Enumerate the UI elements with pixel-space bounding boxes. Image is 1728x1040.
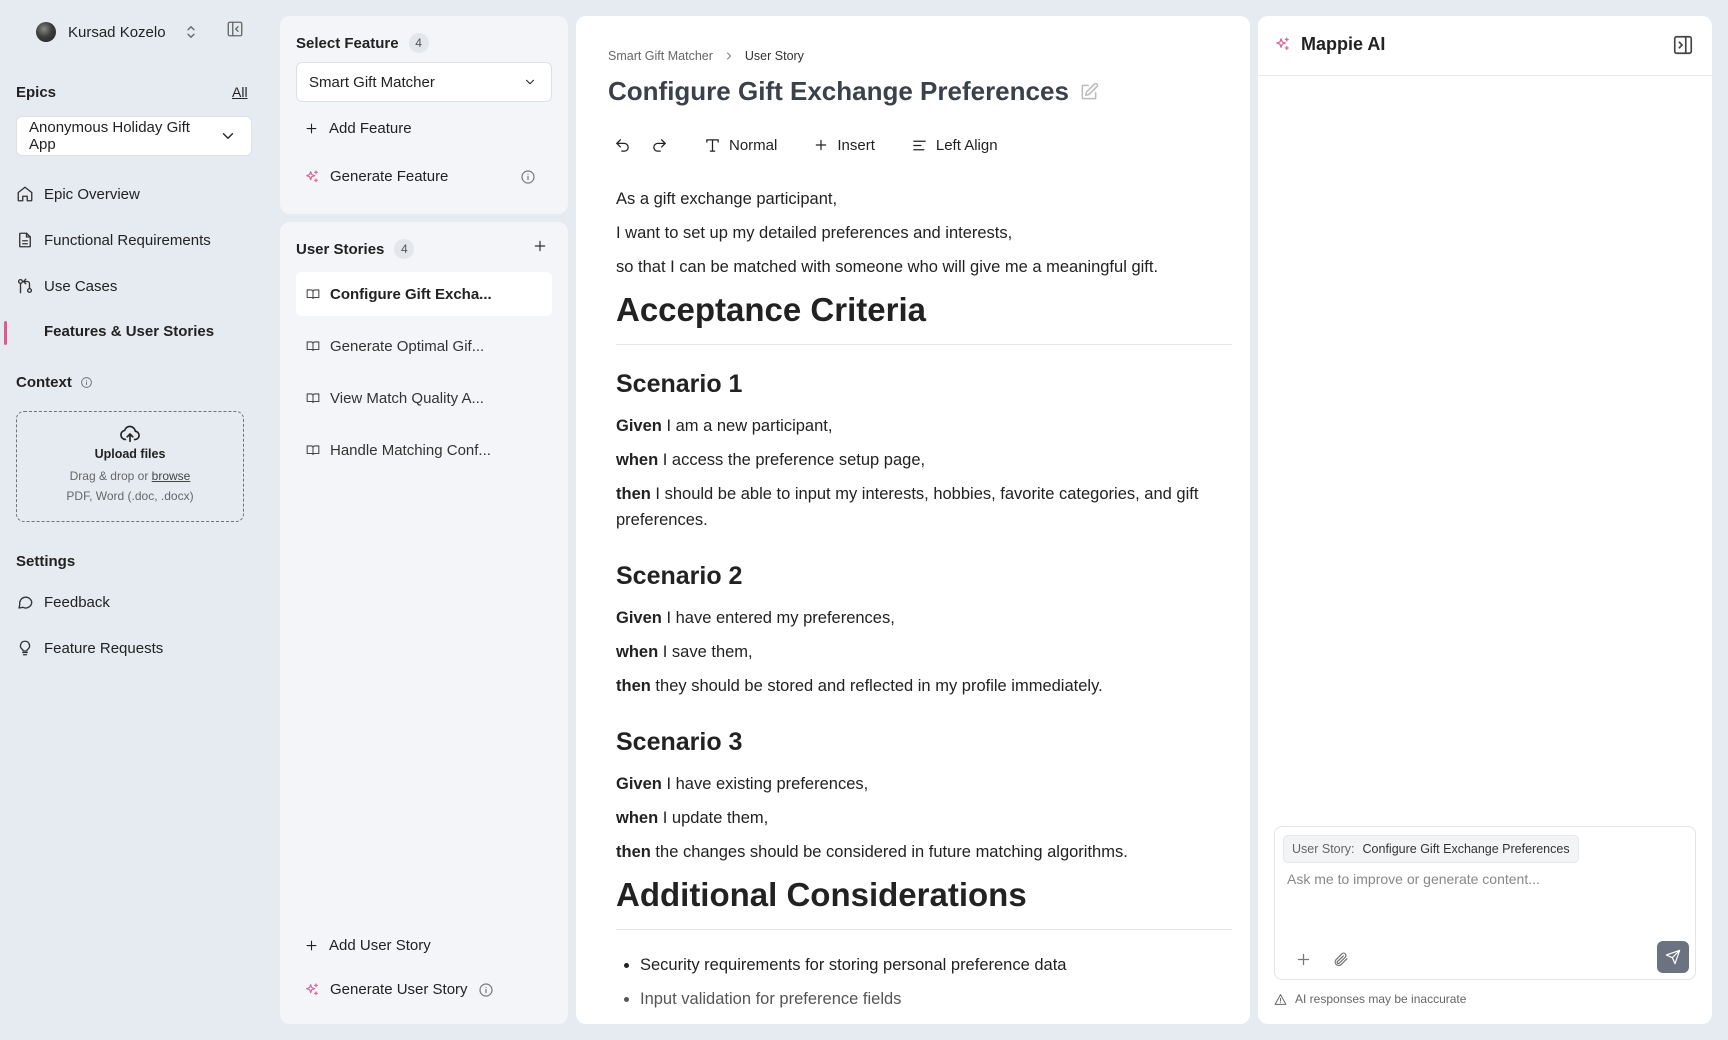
home-icon [16, 185, 34, 203]
given-line [616, 771, 1232, 797]
list-item: • Security requirements for storing personal preference data [640, 948, 1232, 982]
generate-user-story-button[interactable] [304, 981, 494, 998]
nav-features-user-stories[interactable] [44, 323, 214, 340]
epic-select-value: Anonymous Holiday Gift App [29, 119, 190, 153]
add-user-story-button[interactable] [304, 937, 431, 954]
divider [1258, 75, 1712, 76]
given-text: I am a new participant, [661, 417, 833, 435]
align-left-icon [911, 137, 928, 154]
intro-line: so that I can be matched with someone who will give me a meaningful gift. [616, 258, 1159, 276]
when-line [616, 639, 1232, 665]
given-keyword: Given [616, 417, 662, 435]
story-editor [576, 16, 1250, 1024]
when-line [616, 447, 1232, 473]
user-name: Kursad Kozelo [68, 23, 166, 41]
sparkles-icon [1274, 36, 1291, 53]
send-icon [1665, 949, 1681, 965]
given-text: I have existing preferences, [661, 775, 869, 793]
nav-functional-requirements[interactable] [16, 231, 211, 249]
feature-select-value: Smart Gift Matcher [309, 73, 435, 91]
then-keyword: then [616, 677, 651, 695]
paperclip-icon[interactable] [1332, 951, 1349, 968]
considerations-list [616, 948, 1232, 1016]
then-line [616, 839, 1232, 865]
upload-formats: PDF, Word (.doc, .docx) [66, 489, 194, 503]
book-open-icon [306, 287, 320, 301]
additional-considerations-heading: Additional Considerations [616, 873, 1232, 930]
nav-use-cases[interactable] [16, 277, 117, 295]
epics-heading: Epics [16, 84, 57, 101]
feature-count-badge: 4 [409, 33, 429, 53]
text-type-icon [704, 137, 721, 154]
story-label: View Match Quality A... [330, 389, 484, 407]
nav-label: Epic Overview [44, 185, 140, 203]
breadcrumb-parent[interactable]: Smart Gift Matcher [608, 49, 713, 63]
ai-disclaimer [1274, 992, 1466, 1006]
align-button[interactable] [911, 137, 998, 154]
nav-label: Feedback [44, 593, 110, 611]
plus-icon [304, 938, 319, 953]
then-line [616, 673, 1232, 699]
then-text: the changes should be considered in future matching algorithms. [650, 843, 1128, 861]
redo-icon [651, 137, 668, 154]
context-chip[interactable] [1283, 835, 1579, 863]
upload-dropzone[interactable] [16, 411, 244, 522]
story-item[interactable] [296, 324, 552, 368]
nav-label: Feature Requests [44, 639, 164, 657]
sparkles-icon [304, 982, 320, 998]
info-icon[interactable] [520, 169, 536, 185]
sidebar-collapse-icon[interactable] [226, 20, 244, 38]
story-item[interactable] [296, 428, 552, 472]
given-line [616, 413, 1232, 439]
generate-feature-button[interactable] [304, 168, 448, 185]
warning-icon [1274, 993, 1287, 1006]
feature-panel [280, 16, 568, 214]
undo-icon [614, 137, 631, 154]
text-style-button[interactable] [704, 137, 777, 154]
when-text: I update them, [658, 809, 769, 827]
given-text: I have entered my preferences, [661, 609, 895, 627]
plus-icon[interactable] [1295, 951, 1312, 968]
book-open-icon [306, 391, 320, 405]
add-user-story-label: Add User Story [329, 937, 431, 954]
story-item[interactable] [296, 376, 552, 420]
when-keyword: when [616, 451, 659, 469]
breadcrumb [608, 49, 804, 63]
feature-select[interactable] [296, 62, 552, 102]
settings-heading: Settings [16, 553, 76, 570]
story-label: Configure Gift Excha... [330, 285, 492, 303]
then-text: I should be able to input my interests, hobbies, favorite categories, and gift preferences. [616, 485, 1199, 529]
text-style-label: Normal [729, 136, 778, 154]
chevron-up-down-icon [182, 23, 200, 41]
when-text: I save them, [658, 643, 753, 661]
context-heading [16, 374, 93, 391]
when-keyword: when [616, 643, 659, 661]
drag-text: Drag & drop or [69, 469, 149, 483]
nav-epic-overview[interactable] [16, 185, 140, 203]
scenario-heading: Scenario 2 [616, 562, 743, 590]
plus-icon [813, 137, 829, 153]
chevron-right-icon [723, 50, 735, 62]
ai-prompt-input[interactable]: Ask me to improve or generate content... [1287, 871, 1540, 887]
ai-composer [1274, 826, 1696, 980]
align-label: Left Align [935, 136, 998, 154]
info-icon[interactable] [80, 376, 93, 389]
page-title [608, 76, 1099, 107]
all-epics-link[interactable]: All [232, 84, 248, 100]
composer-actions [1295, 951, 1349, 968]
select-feature-title: Select Feature [296, 34, 399, 52]
epic-select[interactable] [16, 116, 252, 156]
story-label: Handle Matching Conf... [330, 441, 491, 459]
editor-content[interactable] [616, 182, 1232, 1016]
upload-instructions [17, 469, 243, 483]
nav-label: Features & User Stories [44, 323, 215, 340]
book-open-icon [306, 339, 320, 353]
lightbulb-icon [16, 639, 34, 657]
insert-button[interactable] [813, 137, 875, 154]
document-icon [16, 231, 34, 249]
edit-icon[interactable] [1079, 82, 1099, 102]
ai-title: Mappie AI [1301, 34, 1386, 54]
then-keyword: then [616, 485, 651, 503]
redo-button[interactable] [651, 137, 668, 154]
info-icon[interactable] [478, 982, 494, 998]
context-chip-label: User Story: [1292, 842, 1355, 856]
context-chip-value: Configure Gift Exchange Preferences [1362, 842, 1570, 856]
user-stories-heading [296, 239, 414, 259]
editor-toolbar [614, 132, 1034, 158]
breadcrumb-current: User Story [744, 49, 804, 63]
user-switcher[interactable] [36, 20, 200, 44]
plus-icon [304, 121, 319, 136]
given-line [616, 605, 1232, 631]
chat-bubble-icon [16, 593, 34, 611]
add-feature-label: Add Feature [329, 120, 412, 137]
given-keyword: Given [616, 609, 662, 627]
ai-assistant-panel [1258, 16, 1712, 1024]
add-feature-button[interactable] [304, 120, 412, 137]
panel-collapse-icon[interactable] [1672, 34, 1694, 56]
given-keyword: Given [616, 775, 662, 793]
scenario-heading: Scenario 3 [616, 728, 743, 756]
cloud-upload-icon [119, 423, 141, 445]
user-stories-title: User Stories [296, 240, 385, 258]
undo-button[interactable] [614, 137, 631, 154]
active-indicator [4, 321, 7, 345]
left-sidebar [0, 0, 262, 1040]
context-title: Context [16, 374, 72, 391]
story-count-badge: 4 [394, 239, 414, 259]
select-feature-heading [296, 33, 429, 53]
intro-line: As a gift exchange participant, [616, 190, 838, 208]
generate-user-story-label: Generate User Story [330, 981, 468, 998]
browse-link[interactable]: browse [151, 469, 191, 483]
title-text[interactable]: Configure Gift Exchange Preferences [608, 76, 1069, 106]
then-line [616, 481, 1232, 533]
insert-label: Insert [837, 136, 875, 154]
nav-feature-requests[interactable] [16, 639, 163, 657]
when-keyword: when [616, 809, 659, 827]
story-item[interactable] [296, 272, 552, 316]
list-item: • Input validation for preference fields [640, 982, 1232, 1016]
acceptance-criteria-heading: Acceptance Criteria [616, 288, 1232, 345]
chevron-down-icon [219, 127, 237, 145]
add-story-plus-icon[interactable] [532, 238, 548, 254]
scenario-heading: Scenario 1 [616, 370, 743, 398]
disclaimer-text: AI responses may be inaccurate [1295, 992, 1467, 1006]
then-keyword: then [616, 843, 651, 861]
ai-header [1274, 34, 1385, 55]
nav-label: Functional Requirements [44, 231, 211, 249]
story-label: Generate Optimal Gif... [330, 337, 485, 355]
intro-line: I want to set up my detailed preferences and interests, [616, 224, 1013, 242]
send-button[interactable] [1657, 941, 1689, 973]
when-line [616, 805, 1232, 831]
chevron-down-icon [523, 75, 537, 89]
avatar [36, 22, 56, 42]
then-text: they should be stored and reflected in my profile immediately. [650, 677, 1103, 695]
sparkles-icon [304, 169, 320, 185]
git-pull-request-icon [16, 277, 34, 295]
user-stories-panel [280, 222, 568, 1024]
generate-feature-label: Generate Feature [330, 168, 449, 185]
upload-title: Upload files [94, 447, 166, 461]
book-open-icon [306, 443, 320, 457]
nav-label: Use Cases [44, 277, 118, 295]
when-text: I access the preference setup page, [658, 451, 926, 469]
nav-feedback[interactable] [16, 593, 110, 611]
